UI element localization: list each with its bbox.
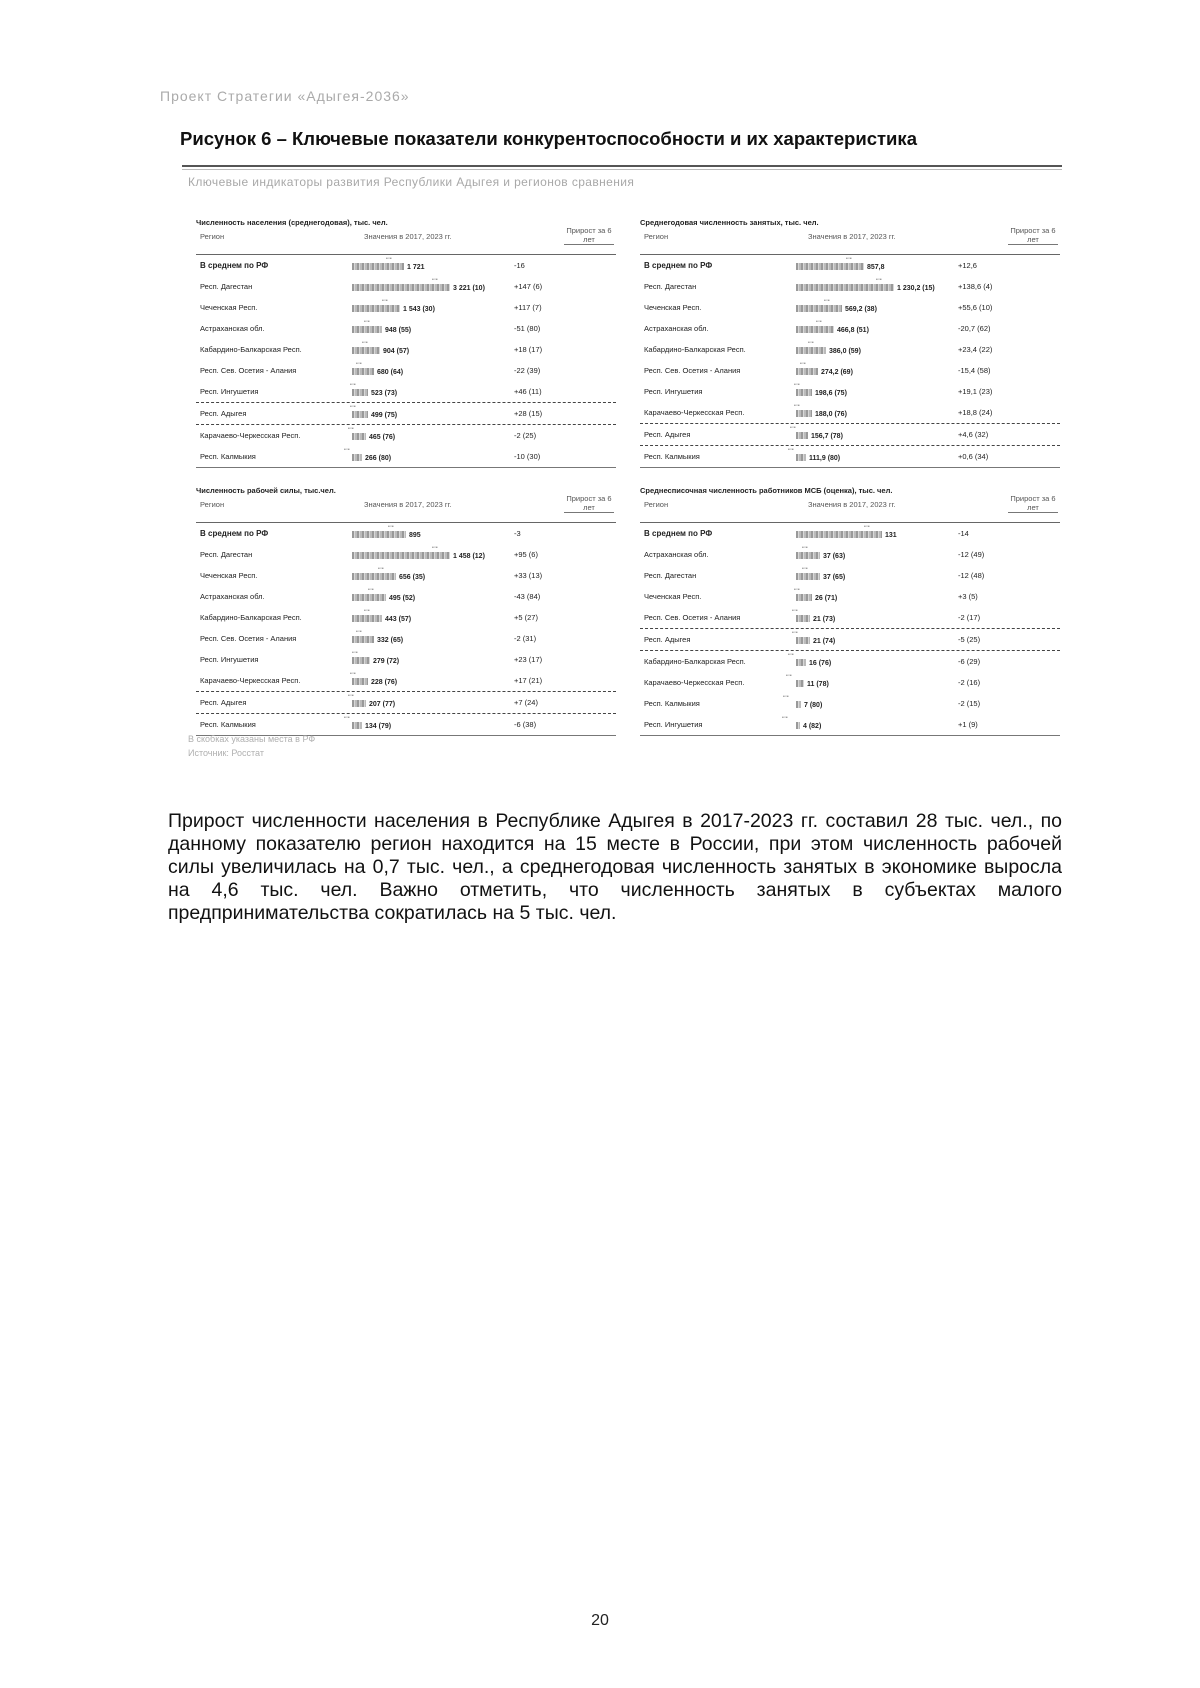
column-header-values: Значения в 2017, 2023 гг. — [364, 500, 452, 509]
table-row — [640, 693, 1060, 714]
note-source: Источник: Росстат — [188, 748, 264, 758]
previous-value-faint: ▪▫▪ — [846, 256, 852, 262]
value-bar — [352, 305, 400, 312]
bar-value: 569,2 (38) — [845, 306, 877, 313]
table-row — [196, 649, 616, 670]
region-name: В среднем по РФ — [644, 529, 713, 538]
value-bar — [352, 368, 374, 375]
document-header: Проект Стратегии «Адыгея-2036» — [160, 88, 410, 104]
growth-value: -51 (80) — [514, 324, 541, 333]
growth-value: +28 (15) — [514, 409, 543, 418]
region-name: Респ. Ингушетия — [200, 655, 259, 664]
value-bar — [352, 552, 450, 559]
bar-value: 11 (78) — [807, 681, 829, 688]
table-bottom-rule — [640, 735, 1060, 736]
table-row — [640, 607, 1060, 628]
column-header-growth — [564, 494, 614, 513]
table-bottom-rule — [640, 467, 1060, 468]
previous-value-faint: ▪▫▪ — [794, 382, 800, 388]
previous-value-faint: ▪▫▪ — [876, 277, 882, 283]
previous-value-faint: ▪▫▪ — [794, 587, 800, 593]
growth-value: -2 (31) — [514, 634, 537, 643]
bar-value: 7 (80) — [804, 702, 823, 709]
previous-value-faint: ▪▫▪ — [782, 715, 788, 721]
value-bar — [796, 326, 834, 333]
value-bar — [796, 637, 810, 644]
value-bar — [796, 410, 812, 417]
value-bar — [352, 433, 366, 440]
column-header-values: Значения в 2017, 2023 гг. — [808, 500, 896, 509]
column-header-region: Регион — [200, 500, 225, 509]
table-row — [640, 276, 1060, 297]
value-bar — [796, 701, 801, 708]
region-name: Респ. Дагестан — [644, 282, 697, 291]
value-bar — [352, 326, 382, 333]
value-bar — [352, 531, 406, 538]
table-row — [196, 628, 616, 649]
bar-value: 948 (55) — [385, 327, 412, 334]
previous-value-faint: ▪▫▪ — [802, 566, 808, 572]
growth-value: +23,4 (22) — [958, 345, 993, 354]
region-name: Карачаево-Черкесская Респ. — [644, 678, 745, 687]
value-bar — [796, 284, 894, 291]
value-bar — [796, 552, 820, 559]
region-name: Карачаево-Черкесская Респ. — [644, 408, 745, 417]
bar-value: 274,2 (69) — [821, 369, 853, 376]
bar-value: 499 (75) — [371, 412, 398, 419]
value-bar — [352, 594, 386, 601]
panel-title: Численность населения (среднегодовая), тыс. чел. — [196, 218, 388, 227]
column-header-region: Регион — [200, 232, 225, 241]
value-bar — [796, 263, 864, 270]
region-name: Кабардино-Балкарская Респ. — [200, 613, 302, 622]
table-rows — [196, 254, 616, 467]
bar-value: 131 — [885, 532, 897, 539]
region-name: Респ. Калмыкия — [644, 452, 700, 461]
table-row — [196, 691, 616, 714]
value-bar — [796, 454, 806, 461]
bar-value: 386,0 (59) — [829, 348, 861, 355]
table-row — [640, 544, 1060, 565]
table-row — [640, 628, 1060, 651]
growth-value: -2 (17) — [958, 613, 981, 622]
value-bar — [796, 531, 882, 538]
table-row — [640, 651, 1060, 672]
panel-population — [196, 218, 616, 468]
value-bar — [796, 659, 806, 666]
body-paragraph: Прирост численности населения в Республике Адыгея в 2017-2023 гг. составил 28 тыс. чел., по данному показателю регион находится на 15 месте в России, при этом численность рабочей силы увеличилась на 0,7 тыс. чел., а среднегодовая численность занятых в экономике выросла на 4,6 тыс. чел. Важно отметить, что численность занятых в субъектах малого предпринимательства сократилась на 5 тыс. чел. — [168, 810, 1062, 924]
previous-value-faint: ▪▫▪ — [816, 319, 822, 325]
region-name: Респ. Калмыкия — [200, 720, 256, 729]
previous-value-faint: ▪▫▪ — [348, 693, 354, 699]
previous-value-faint: ▪▫▪ — [368, 587, 374, 593]
figure-subtitle: Ключевые индикаторы развития Республики Адыгея и регионов сравнения — [188, 175, 635, 189]
value-bar — [796, 722, 800, 729]
region-name: Кабардино-Балкарская Респ. — [644, 345, 746, 354]
previous-value-faint: ▪▫▪ — [824, 298, 830, 304]
previous-value-faint: ▪▫▪ — [362, 340, 368, 346]
growth-value: +7 (24) — [514, 698, 538, 707]
column-header-region: Регион — [644, 500, 669, 509]
panel-title: Численность рабочей силы, тыс.чел. — [196, 486, 336, 495]
previous-value-faint: ▪▫▪ — [786, 673, 792, 679]
table-row — [196, 402, 616, 425]
bar-value: 37 (63) — [823, 553, 846, 560]
region-name: Респ. Дагестан — [644, 571, 697, 580]
previous-value-faint: ▪▫▪ — [356, 629, 362, 635]
growth-value: -6 (29) — [958, 657, 981, 666]
column-header-growth — [1008, 226, 1058, 245]
growth-value: +46 (11) — [514, 387, 542, 396]
previous-value-faint: ▪▫▪ — [344, 715, 350, 721]
panel-sme-workers — [640, 486, 1060, 736]
table-rows — [640, 522, 1060, 735]
figure-rule — [182, 165, 1062, 167]
growth-value: +19,1 (23) — [958, 387, 993, 396]
value-bar — [352, 678, 368, 685]
previous-value-faint: ▪▫▪ — [348, 426, 354, 432]
region-name: Карачаево-Черкесская Респ. — [200, 431, 301, 440]
growth-value: -12 (49) — [958, 550, 985, 559]
panel-labor-force — [196, 486, 616, 736]
previous-value-faint: ▪▫▪ — [350, 671, 356, 677]
previous-value-faint: ▪▫▪ — [352, 650, 358, 656]
column-header-growth-label: Прирост за 6 лет — [564, 226, 614, 245]
bar-value: 279 (72) — [373, 658, 400, 665]
previous-value-faint: ▪▫▪ — [350, 382, 356, 388]
region-name: Астраханская обл. — [644, 324, 709, 333]
region-name: Респ. Калмыкия — [644, 699, 700, 708]
table-row — [196, 339, 616, 360]
figure-title: Рисунок 6 – Ключевые показатели конкурентоспособности и их характеристика — [180, 128, 917, 149]
bar-value: 16 (76) — [809, 660, 832, 667]
bar-value: 443 (57) — [385, 616, 412, 623]
value-bar — [796, 389, 812, 396]
growth-value: +0,6 (34) — [958, 452, 989, 461]
region-name: Респ. Калмыкия — [200, 452, 256, 461]
value-bar — [352, 636, 374, 643]
bar-value: 228 (76) — [371, 679, 398, 686]
region-name: Респ. Ингушетия — [200, 387, 259, 396]
column-header — [640, 494, 1060, 522]
value-bar — [352, 722, 362, 729]
value-bar — [352, 700, 366, 707]
growth-value: +3 (5) — [958, 592, 978, 601]
bar-value: 1 543 (30) — [403, 306, 435, 313]
region-name: Респ. Адыгея — [200, 698, 247, 707]
region-name: Респ. Сев. Осетия - Алания — [644, 366, 741, 375]
previous-value-faint: ▪▫▪ — [792, 630, 798, 636]
growth-value: -2 (25) — [514, 431, 537, 440]
value-bar — [352, 411, 368, 418]
column-header-values: Значения в 2017, 2023 гг. — [808, 232, 896, 241]
previous-value-faint: ▪▫▪ — [344, 447, 350, 453]
previous-value-faint: ▪▫▪ — [356, 361, 362, 367]
previous-value-faint: ▪▫▪ — [378, 566, 384, 572]
growth-value: -15,4 (58) — [958, 366, 991, 375]
region-name: Респ. Сев. Осетия - Алания — [200, 366, 297, 375]
column-header-growth-label: Прирост за 6 лет — [1008, 494, 1058, 513]
table-row — [640, 255, 1060, 276]
panel-title: Среднесписочная численность работников МСБ (оценка), тыс. чел. — [640, 486, 893, 495]
value-bar — [352, 454, 362, 461]
previous-value-faint: ▪▫▪ — [788, 447, 794, 453]
growth-value: -22 (39) — [514, 366, 541, 375]
region-name: Астраханская обл. — [200, 324, 265, 333]
bar-value: 680 (64) — [377, 369, 404, 376]
previous-value-faint: ▪▫▪ — [432, 277, 438, 283]
growth-value: +33 (13) — [514, 571, 543, 580]
value-bar — [796, 305, 842, 312]
bar-value: 656 (35) — [399, 574, 426, 581]
bar-value: 26 (71) — [815, 595, 838, 602]
growth-value: -14 — [958, 529, 969, 538]
table-row — [196, 297, 616, 318]
bar-value: 857,8 — [867, 264, 885, 271]
growth-value: +17 (21) — [514, 676, 543, 685]
bar-value: 332 (65) — [377, 637, 404, 644]
region-name: Респ. Ингушетия — [644, 720, 703, 729]
previous-value-faint: ▪▫▪ — [364, 319, 370, 325]
value-bar — [796, 594, 812, 601]
growth-value: -20,7 (62) — [958, 324, 991, 333]
value-bar — [352, 389, 368, 396]
table-row — [640, 714, 1060, 735]
table-row — [640, 360, 1060, 381]
region-name: Карачаево-Черкесская Респ. — [200, 676, 301, 685]
value-bar — [796, 347, 826, 354]
region-name: Кабардино-Балкарская Респ. — [200, 345, 302, 354]
bar-value: 156,7 (78) — [811, 433, 843, 440]
growth-value: +5 (27) — [514, 613, 538, 622]
previous-value-faint: ▪▫▪ — [364, 608, 370, 614]
growth-value: +55,6 (10) — [958, 303, 993, 312]
bar-value: 207 (77) — [369, 701, 396, 708]
bar-value: 1 458 (12) — [453, 553, 485, 560]
bar-value: 895 — [409, 532, 421, 539]
value-bar — [796, 573, 820, 580]
column-header-growth-label: Прирост за 6 лет — [564, 494, 614, 513]
figure-notes — [188, 732, 315, 760]
growth-value: -2 (16) — [958, 678, 981, 687]
value-bar — [352, 657, 370, 664]
page-number: 20 — [591, 1612, 609, 1629]
region-name: Чеченская Респ. — [644, 592, 702, 601]
growth-value: +138,6 (4) — [958, 282, 993, 291]
table-rows — [640, 254, 1060, 467]
bar-value: 465 (76) — [369, 434, 396, 441]
value-bar — [796, 680, 804, 687]
growth-value: -3 — [514, 529, 521, 538]
table-row — [196, 425, 616, 446]
region-name: Респ. Ингушетия — [644, 387, 703, 396]
table-row — [640, 423, 1060, 446]
table-row — [196, 255, 616, 276]
growth-value: -10 (30) — [514, 452, 541, 461]
column-header — [640, 226, 1060, 254]
growth-value: +18,8 (24) — [958, 408, 993, 417]
region-name: Респ. Адыгея — [644, 430, 691, 439]
bar-value: 134 (79) — [365, 723, 392, 730]
column-header-region: Регион — [644, 232, 669, 241]
value-bar — [796, 432, 808, 439]
growth-value: -6 (38) — [514, 720, 537, 729]
region-name: Астраханская обл. — [200, 592, 265, 601]
table-row — [640, 446, 1060, 467]
bar-value: 198,6 (75) — [815, 390, 847, 397]
previous-value-faint: ▪▫▪ — [432, 545, 438, 551]
table-row — [196, 318, 616, 339]
table-row — [196, 565, 616, 586]
table-row — [196, 607, 616, 628]
previous-value-faint: ▪▫▪ — [388, 524, 394, 530]
bar-value: 266 (80) — [365, 455, 392, 462]
value-bar — [796, 615, 810, 622]
previous-value-faint: ▪▫▪ — [790, 425, 796, 431]
region-name: В среднем по РФ — [644, 261, 713, 270]
table-row — [196, 523, 616, 544]
growth-value: +12,6 — [958, 261, 977, 270]
note-places: В скобках указаны места в РФ — [188, 734, 316, 744]
column-header-growth — [1008, 494, 1058, 513]
bar-value: 1 721 — [407, 264, 425, 271]
panel-title: Среднегодовая численность занятых, тыс. чел. — [640, 218, 819, 227]
bar-value: 4 (82) — [803, 723, 822, 730]
previous-value-faint: ▪▫▪ — [808, 340, 814, 346]
value-bar — [352, 263, 404, 270]
previous-value-faint: ▪▫▪ — [800, 361, 806, 367]
growth-value: -12 (48) — [958, 571, 985, 580]
growth-value: +4,6 (32) — [958, 430, 989, 439]
bar-value: 3 221 (10) — [453, 285, 485, 292]
previous-value-faint: ▪▫▪ — [802, 545, 808, 551]
region-name: Чеченская Респ. — [200, 303, 258, 312]
previous-value-faint: ▪▫▪ — [794, 403, 800, 409]
bar-value: 523 (73) — [371, 390, 398, 397]
previous-value-faint: ▪▫▪ — [783, 694, 789, 700]
growth-value: +95 (6) — [514, 550, 538, 559]
region-name: Респ. Дагестан — [200, 550, 253, 559]
previous-value-faint: ▪▫▪ — [864, 524, 870, 530]
region-name: Респ. Сев. Осетия - Алания — [644, 613, 741, 622]
growth-value: -2 (15) — [958, 699, 981, 708]
region-name: Респ. Сев. Осетия - Алания — [200, 634, 297, 643]
column-header-growth-label: Прирост за 6 лет — [1008, 226, 1058, 245]
region-name: Респ. Адыгея — [200, 409, 247, 418]
bar-value: 111,9 (80) — [809, 455, 841, 462]
panel-employed — [640, 218, 1060, 468]
region-name: Чеченская Респ. — [644, 303, 702, 312]
growth-value: +147 (6) — [514, 282, 543, 291]
growth-value: +23 (17) — [514, 655, 543, 664]
table-row — [640, 523, 1060, 544]
column-header-growth — [564, 226, 614, 245]
growth-value: +18 (17) — [514, 345, 543, 354]
column-header — [196, 226, 616, 254]
previous-value-faint: ▪▫▪ — [350, 404, 356, 410]
column-header-values: Значения в 2017, 2023 гг. — [364, 232, 452, 241]
table-row — [640, 381, 1060, 402]
bar-value: 495 (52) — [389, 595, 416, 602]
bar-value: 21 (74) — [813, 638, 836, 645]
table-bottom-rule — [196, 467, 616, 468]
previous-value-faint: ▪▫▪ — [382, 298, 388, 304]
region-name: Респ. Адыгея — [644, 635, 691, 644]
growth-value: +1 (9) — [958, 720, 978, 729]
bar-value: 1 230,2 (15) — [897, 285, 935, 292]
table-row — [640, 672, 1060, 693]
value-bar — [352, 615, 382, 622]
region-name: В среднем по РФ — [200, 261, 269, 270]
previous-value-faint: ▪▫▪ — [788, 652, 794, 658]
growth-value: -43 (84) — [514, 592, 541, 601]
growth-value: -5 (25) — [958, 635, 981, 644]
value-bar — [796, 368, 818, 375]
table-row — [196, 381, 616, 402]
previous-value-faint: ▪▫▪ — [386, 256, 392, 262]
bar-value: 21 (73) — [813, 616, 836, 623]
table-row — [640, 402, 1060, 423]
column-header — [196, 494, 616, 522]
table-row — [640, 339, 1060, 360]
table-row — [196, 276, 616, 297]
table-row — [196, 360, 616, 381]
table-row — [640, 586, 1060, 607]
table-row — [196, 670, 616, 691]
table-row — [640, 565, 1060, 586]
bar-value: 466,8 (51) — [837, 327, 869, 334]
previous-value-faint: ▪▫▪ — [792, 608, 798, 614]
table-rows — [196, 522, 616, 735]
region-name: В среднем по РФ — [200, 529, 269, 538]
region-name: Чеченская Респ. — [200, 571, 258, 580]
value-bar — [352, 573, 396, 580]
value-bar — [352, 284, 450, 291]
bar-value: 188,0 (76) — [815, 411, 847, 418]
table-row — [196, 586, 616, 607]
table-row — [640, 297, 1060, 318]
region-name: Респ. Дагестан — [200, 282, 253, 291]
table-row — [640, 318, 1060, 339]
table-row — [196, 544, 616, 565]
growth-value: -16 — [514, 261, 525, 270]
region-name: Астраханская обл. — [644, 550, 709, 559]
growth-value: +117 (7) — [514, 303, 542, 312]
table-row — [196, 446, 616, 467]
value-bar — [352, 347, 380, 354]
bar-value: 904 (57) — [383, 348, 410, 355]
bar-value: 37 (65) — [823, 574, 846, 581]
region-name: Кабардино-Балкарская Респ. — [644, 657, 746, 666]
figure-rule-thin — [182, 169, 1062, 170]
